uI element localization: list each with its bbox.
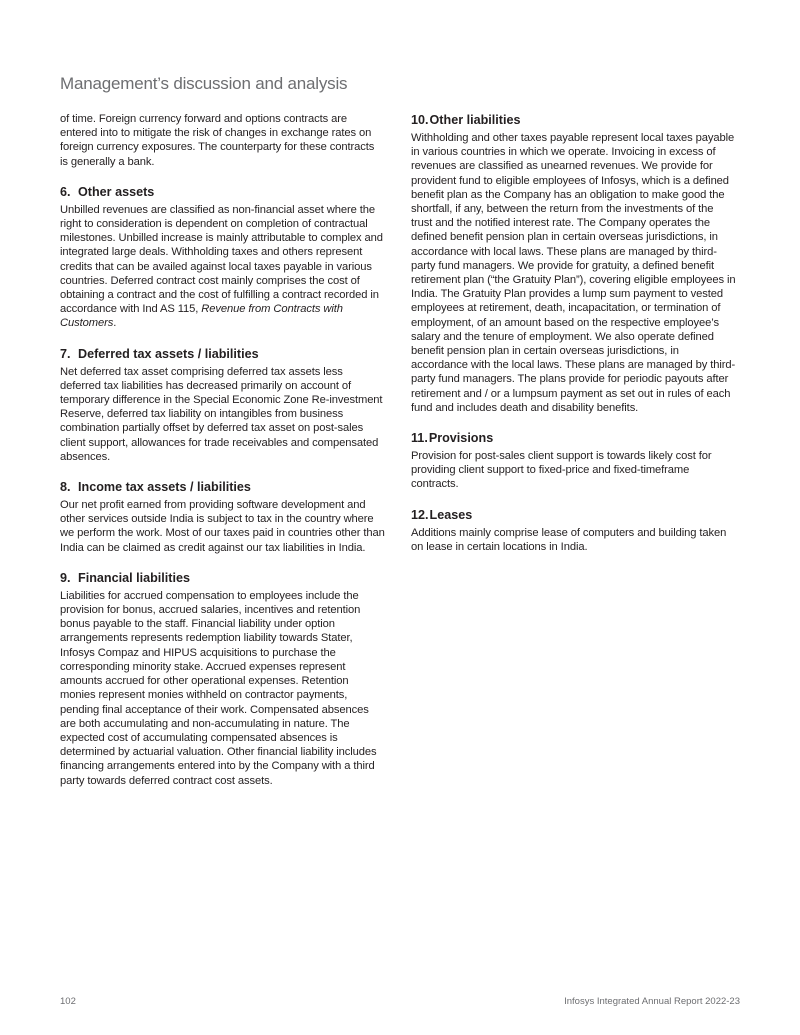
section-title: Financial liabilities [78, 570, 190, 585]
standard-title: Revenue from Contracts with Customers [60, 303, 343, 330]
page-title: Management’s discussion and analysis [60, 74, 348, 93]
section-number: 9. [60, 570, 71, 585]
section-body: Additions mainly comprise lease of computers and building taken on lease in certain locations in India. [411, 526, 727, 553]
section-number: 8. [60, 480, 71, 495]
intro-paragraph: of time. Foreign currency forward and options contracts are entered into to mitigate the risk of changes in exchange rates on foreign currency exposures. The counterparty for these contracts is generally a bank. [60, 113, 375, 168]
section-number: 11. [411, 431, 428, 446]
section-title: Other liabilities [429, 113, 521, 127]
section-heading [60, 570, 385, 586]
section-provisions [411, 430, 736, 492]
section-leases [411, 507, 736, 554]
section-title: Leases [429, 507, 473, 522]
section-financial-liabilities [60, 570, 385, 788]
section-body: Withholding and other taxes payable represent local taxes payable in various countries in which we operate. Invoicing in excess of revenues are classified as unearned revenues. We provide for provident fund to eligible employees of Infosys, which is a defined benefit plan as the Company has an obligation to make good the shortfall, if any, between the return from the investments of the trust and the notified interest rate. The Company operates the defined benefit pension plan in certain overseas jurisdictions, in accordance with local laws. These plans are managed by third-party fund managers. We provide for gratuity, a defined benefit retirement plan (“the Gratuity Plan”), covering eligible employees in India. The Gratuity Plan provides a lump sum payment to vested employees at retirement, death, incapacitation, or termination of employment, of an amount based on the respective employee’s salary and the tenure of employment. We also operate defined benefit pension plan in certain overseas jurisdictions, in accordance with the local laws. These plans are managed by third-party fund managers. The plans provide for periodic payouts after retirement and / or a lumpsum payment as set out in rules of each fund and includes death and disability benefits. [411, 132, 736, 414]
report-title: Infosys Integrated Annual Report 2022-23 [564, 996, 740, 1007]
body-text: Unbilled revenues are classified as non-financial asset where the right to consideration is dependent on completion of contractual milestones. Unbilled increase is mainly attributable to complex and integrated large deals. Withholding taxes and others represent credits that can be availed against local taxes payable in various countries. Deferred contract cost mainly comprises the cost of obtaining a contract and the cost of fulfilling a contract recorded in accordance with Ind AS 115, [60, 203, 383, 316]
section-body: Liabilities for accrued compensation to employees include the provision for bonus, accrued salaries, incentives and retention bonus payable to the staff. Financial liability under option arrangements represents redemption liability towards Stater, Infosys Compaz and HIPUS acquisitions to purchase the corresponding minority stake. Accrued expenses represent amounts accrued for other operational expenses. Retention monies represent monies withheld on contractor payments, pending final acceptance of their work. Compensated absences are both accumulating and non-accumulating in nature. The expected cost of accumulating compensated absences is determined by actuarial valuation. Other financial liability includes financing arrangements entered into by the Company with a third party towards deferred contract cost assets. [60, 589, 377, 787]
section-heading [60, 346, 385, 362]
section-title: Income tax assets / liabilities [78, 480, 251, 495]
left-column [60, 112, 385, 788]
section-income-tax [60, 479, 385, 555]
section-number: 10. [411, 113, 429, 127]
section-number: 6. [60, 184, 71, 199]
section-number: 12. [411, 507, 429, 522]
section-heading [60, 479, 385, 495]
section-heading [411, 430, 736, 446]
section-heading [411, 112, 736, 128]
section-other-assets [60, 184, 385, 331]
section-other-liabilities [411, 112, 736, 415]
right-column [411, 112, 736, 554]
section-body: Net deferred tax asset comprising deferred tax assets less deferred tax liabilities has decreased primarily on account of temporary difference in the Special Economic Zone Re-investment Reserve, deferred tax liability on intangibles from business combination partially offset by deferred tax asset on post-sales client support, allowances for trade receivables and compensated absences. [60, 365, 383, 463]
section-body [60, 203, 385, 331]
section-title: Provisions [428, 431, 494, 446]
body-text-end: . [113, 317, 117, 330]
section-title: Other assets [78, 184, 155, 199]
section-heading [60, 184, 385, 200]
section-deferred-tax [60, 346, 385, 464]
section-heading [411, 507, 736, 523]
section-body: Our net profit earned from providing software development and other services outside India is subject to tax in the country where we perform the work. Most of our taxes paid in countries other than India can be claimed as credit against our tax liabilities in India. [60, 499, 385, 554]
page-number: 102 [60, 996, 76, 1007]
section-title: Deferred tax assets / liabilities [78, 346, 259, 361]
section-body: Provision for post-sales client support is towards likely cost for providing client support to fixed-price and fixed-timeframe contracts. [411, 450, 712, 491]
section-number: 7. [60, 346, 71, 361]
